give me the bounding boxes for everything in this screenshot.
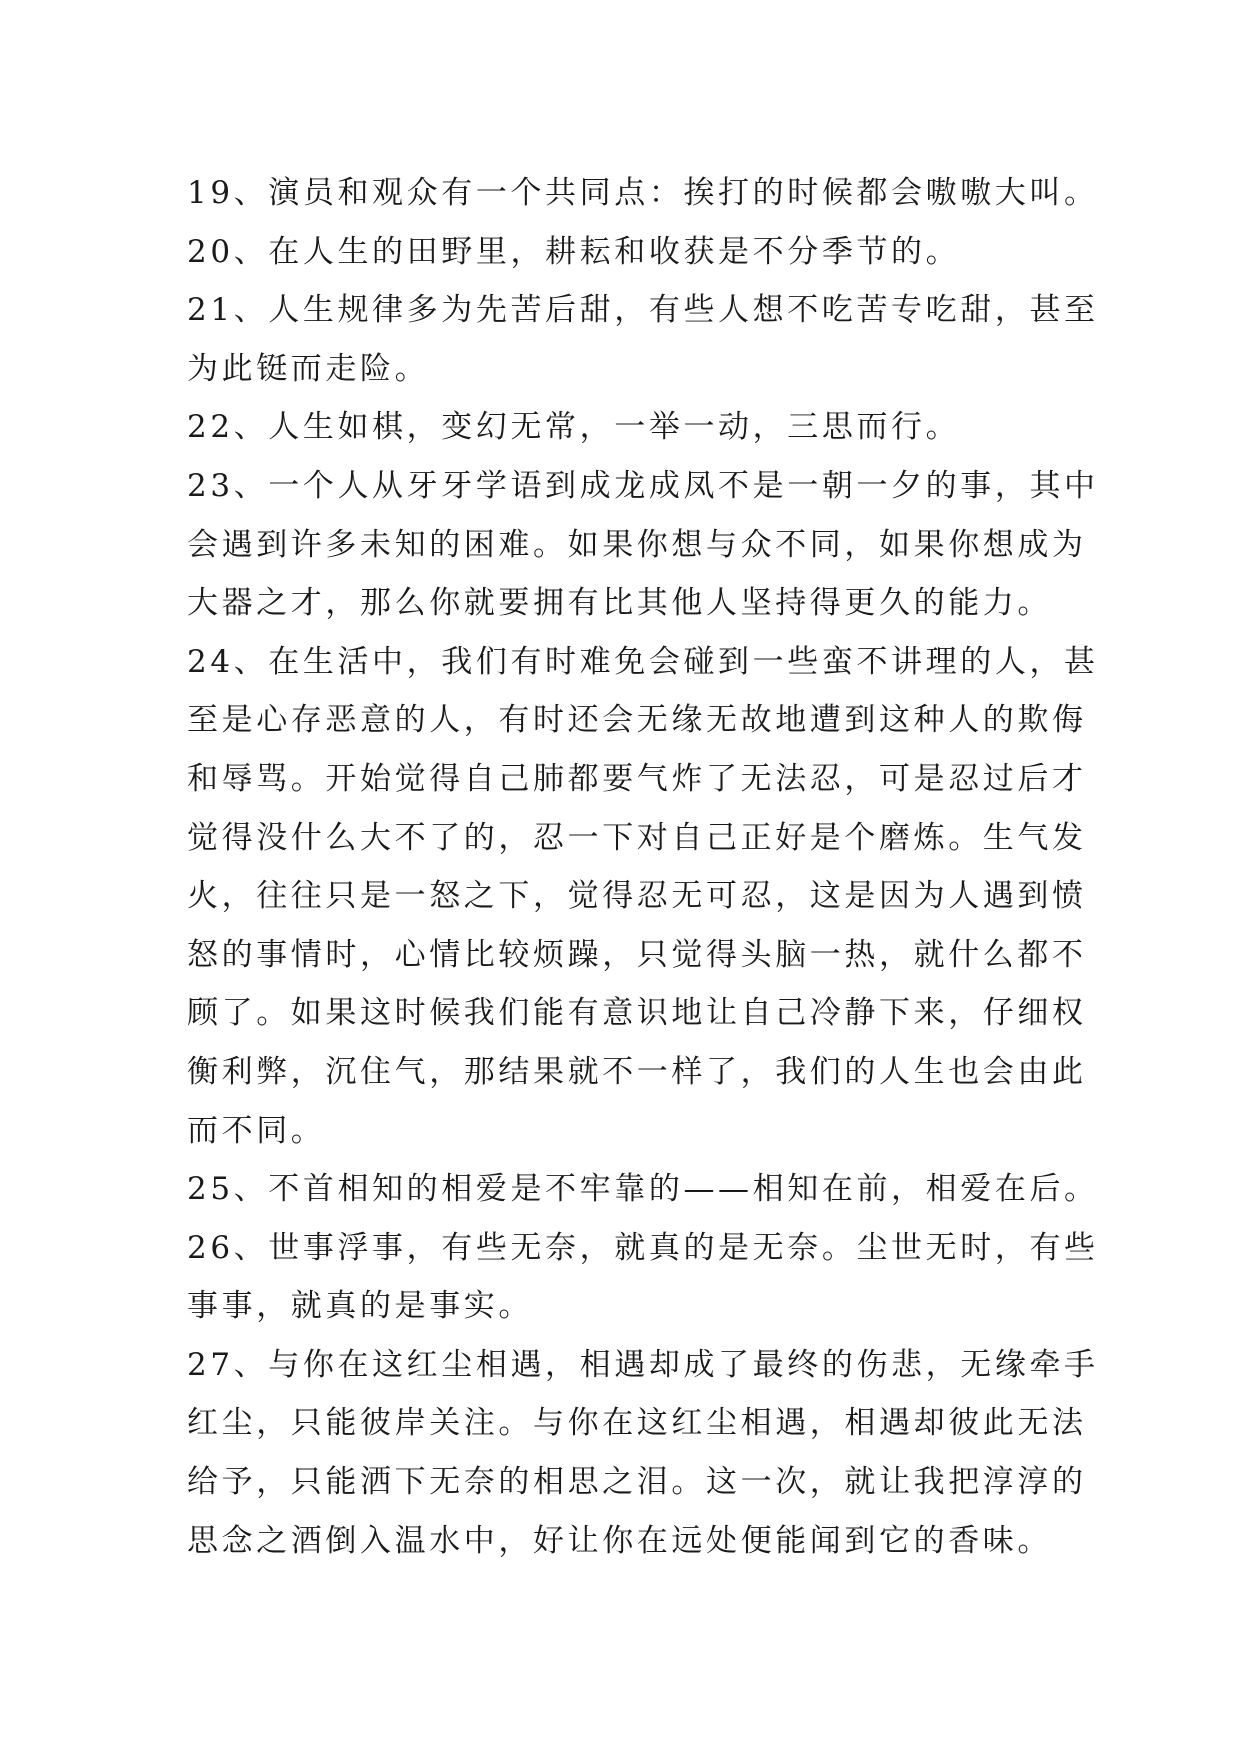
- text-line: 21、人生规律多为先苦后甜，有些人想不吃苦专吃甜，甚至: [187, 292, 1099, 329]
- text-line: 火，往往只是一怒之下，觉得忍无可忍，这是因为人遇到愤: [187, 878, 1087, 915]
- text-line: 而不同。: [187, 1112, 326, 1149]
- text-line: 20、在人生的田野里，耕耘和收获是不分季节的。: [187, 233, 961, 270]
- text-line: 27、与你在这红尘相遇，相遇却成了最终的伤悲，无缘牵手: [187, 1346, 1099, 1383]
- text-line: 为此铤而走险。: [187, 350, 430, 387]
- text-line: 22、人生如棋，变幻无常，一举一动，三思而行。: [187, 409, 961, 446]
- text-line: 怒的事情时，心情比较烦躁，只觉得头脑一热，就什么都不: [187, 936, 1087, 973]
- text-line: 顾了。如果这时候我们能有意识地让自己冷静下来，仔细权: [187, 995, 1087, 1032]
- text-line: 会遇到许多未知的困难。如果你想与众不同，如果你想成为: [187, 526, 1087, 563]
- text-line: 26、世事浮事，有些无奈，就真的是无奈。尘世无时，有些: [187, 1229, 1099, 1266]
- text-line: 红尘，只能彼岸关注。与你在这红尘相遇，相遇却彼此无法: [187, 1405, 1087, 1442]
- text-line: 事事，就真的是事实。: [187, 1288, 533, 1325]
- text-line: 和辱骂。开始觉得自己肺都要气炸了无法忍，可是忍过后才: [187, 760, 1087, 797]
- text-line: 觉得没什么大不了的，忍一下对自己正好是个磨炼。生气发: [187, 819, 1087, 856]
- text-line: 24、在生活中，我们有时难免会碰到一些蛮不讲理的人，甚: [187, 643, 1099, 680]
- text-line: 衡利弊，沉住气，那结果就不一样了，我们的人生也会由此: [187, 1053, 1087, 1090]
- text-line: 19、演员和观众有一个共同点：挨打的时候都会嗷嗷大叫。: [187, 175, 1099, 211]
- text-line: 给予，只能洒下无奈的相思之泪。这一次，就让我把淳淳的: [187, 1464, 1087, 1501]
- text-line: 思念之酒倒入温水中，好让你在远处便能闻到它的香味。: [187, 1522, 1052, 1559]
- text-line: 23、一个人从牙牙学语到成龙成凤不是一朝一夕的事，其中: [187, 467, 1099, 504]
- text-line: 大器之才，那么你就要拥有比其他人坚持得更久的能力。: [187, 585, 1052, 622]
- text-line: 至是心存恶意的人，有时还会无缘无故地遭到这种人的欺侮: [187, 702, 1087, 739]
- text-line: 25、不首相知的相爱是不牢靠的——相知在前，相爱在后。: [187, 1171, 1099, 1208]
- document-body: [187, 164, 1099, 1570]
